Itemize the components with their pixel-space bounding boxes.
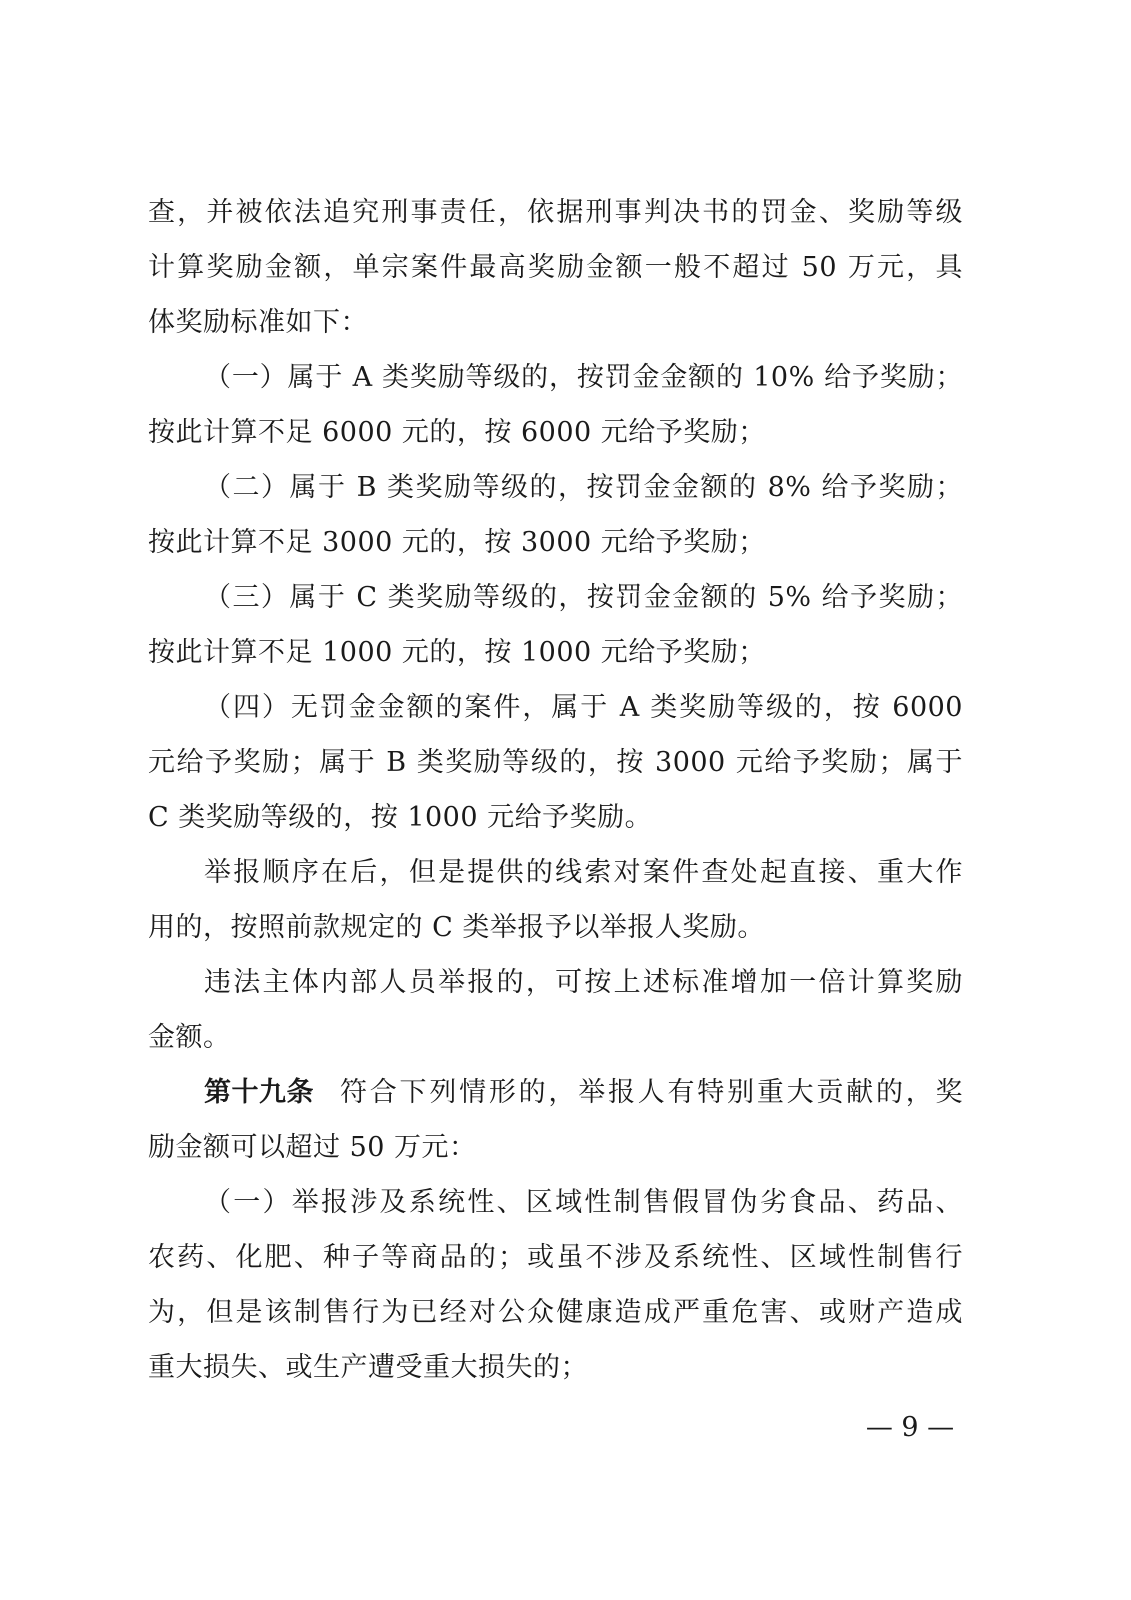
text-line: 按此计算不足 3000 元的，按 3000 元给予奖励； (148, 527, 766, 558)
text-line: （二）属于 B 类奖励等级的，按罚金金额的 8% 给予奖励； (204, 472, 963, 503)
text-line: （四）无罚金金额的案件，属于 A 类奖励等级的，按 6000 (204, 692, 963, 723)
text-line: C 类奖励等级的，按 1000 元给予奖励。 (148, 802, 653, 833)
text-line: 为，但是该制售行为已经对公众健康造成严重危害、或财产造成 (148, 1297, 963, 1328)
text-line: 违法主体内部人员举报的，可按上述标准增加一倍计算奖励 (204, 967, 963, 998)
text-line: 体奖励标准如下： (148, 307, 368, 338)
article-heading: 第十九条 (204, 1077, 314, 1108)
text-line: 查，并被依法追究刑事责任，依据刑事判决书的罚金、奖励等级 (148, 197, 963, 228)
page-number: — 9 — (865, 1412, 955, 1443)
text-line: 符合下列情形的，举报人有特别重大贡献的，奖 (340, 1077, 963, 1108)
text-line: 举报顺序在后，但是提供的线索对案件查处起直接、重大作 (204, 857, 963, 888)
text-line: （三）属于 C 类奖励等级的，按罚金金额的 5% 给予奖励； (204, 582, 963, 613)
text-line: 励金额可以超过 50 万元： (148, 1132, 477, 1163)
text-line: 农药、化肥、种子等商品的；或虽不涉及系统性、区域性制售行 (148, 1242, 963, 1273)
text-line: 按此计算不足 1000 元的，按 1000 元给予奖励； (148, 637, 766, 668)
text-line: （一）举报涉及系统性、区域性制售假冒伪劣食品、药品、 (204, 1187, 963, 1218)
article-line (204, 1073, 963, 1113)
text-line: （一）属于 A 类奖励等级的，按罚金金额的 10% 给予奖励； (204, 362, 963, 393)
text-line: 按此计算不足 6000 元的，按 6000 元给予奖励； (148, 417, 766, 448)
text-line: 重大损失、或生产遭受重大损失的； (148, 1352, 588, 1383)
text-line: 金额。 (148, 1022, 231, 1053)
text-line: 用的，按照前款规定的 C 类举报予以举报人奖励。 (148, 912, 765, 943)
text-line: 元给予奖励；属于 B 类奖励等级的，按 3000 元给予奖励；属于 (148, 747, 963, 778)
text-line: 计算奖励金额，单宗案件最高奖励金额一般不超过 50 万元，具 (148, 252, 963, 283)
